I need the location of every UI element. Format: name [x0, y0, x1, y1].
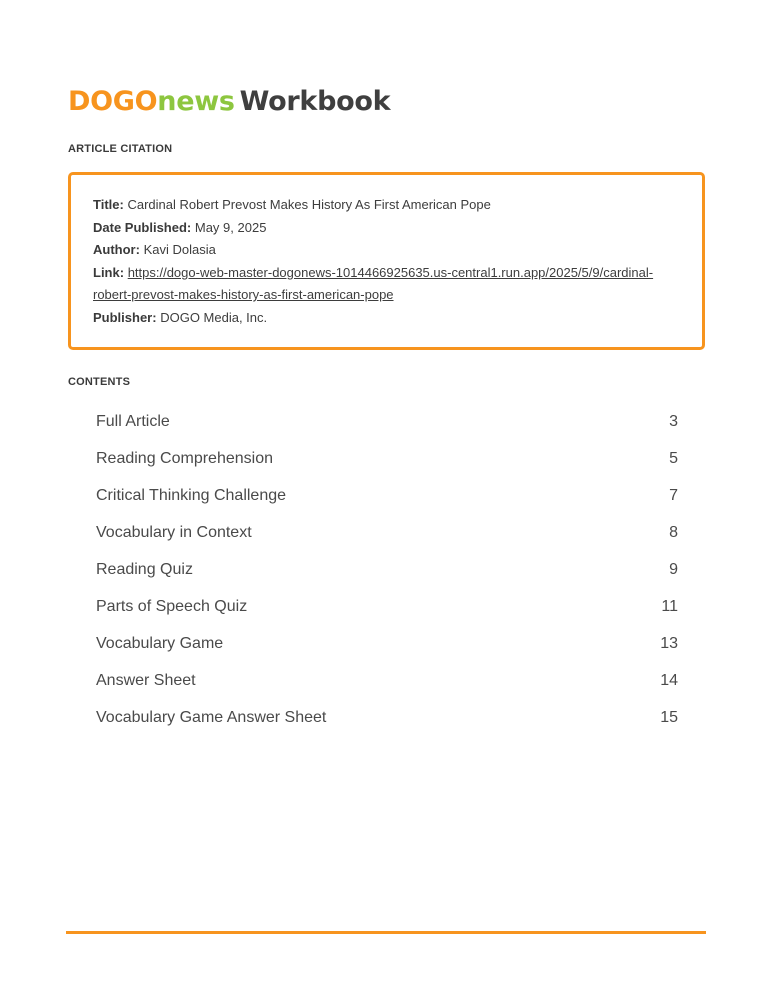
footer-divider — [66, 931, 706, 934]
article-citation-heading: ARTICLE CITATION — [68, 143, 173, 155]
toc-page-number: 11 — [661, 598, 678, 616]
toc-page-number: 8 — [669, 524, 678, 542]
toc-row-answer-sheet — [96, 663, 678, 700]
toc-page-number: 15 — [660, 709, 678, 727]
toc-label: Full Article — [96, 413, 170, 431]
toc-label: Reading Quiz — [96, 561, 193, 579]
toc-label: Answer Sheet — [96, 672, 196, 690]
citation-author-label: Author: — [93, 242, 140, 258]
workbook-title-suffix: Workbook — [239, 86, 391, 117]
toc-page-number: 13 — [660, 635, 678, 653]
toc-page-number: 5 — [669, 450, 678, 468]
toc-label: Vocabulary in Context — [96, 524, 252, 542]
table-of-contents — [96, 404, 678, 737]
toc-page-number: 7 — [669, 487, 678, 505]
citation-publisher-value: DOGO Media, Inc. — [160, 309, 268, 325]
citation-title-label: Title: — [93, 197, 124, 212]
brand-logo-dogo: DOGO — [68, 86, 158, 117]
toc-row-vocabulary-game-answer-sheet — [96, 700, 678, 737]
page-header — [0, 0, 773, 117]
toc-row-vocabulary-game — [96, 626, 678, 663]
toc-label: Critical Thinking Challenge — [96, 487, 287, 505]
toc-row-parts-of-speech-quiz — [96, 589, 678, 626]
page-title — [68, 86, 705, 117]
toc-row-full-article — [96, 404, 678, 441]
toc-row-vocabulary-in-context — [96, 515, 678, 552]
citation-date-label: Date Published: — [93, 219, 192, 235]
article-link[interactable]: https://dogo-web-master-dogonews-1014466925635.us-central1.run.app/2025/5/9/cardinal-robert-prevost-makes-history-as-first-american-pope — [93, 264, 654, 303]
citation-link-label: Link: — [93, 264, 125, 280]
toc-row-reading-comprehension — [96, 441, 678, 478]
toc-page-number: 3 — [669, 413, 678, 431]
citation-title-row — [93, 194, 680, 217]
citation-author-value: Kavi Dolasia — [143, 242, 216, 258]
citation-author-row — [93, 239, 680, 262]
citation-publisher-label: Publisher: — [93, 309, 157, 325]
toc-page-number: 9 — [669, 561, 678, 579]
toc-row-critical-thinking-challenge — [96, 478, 678, 515]
brand-logo-news: news — [157, 86, 235, 117]
toc-label: Parts of Speech Quiz — [96, 598, 248, 616]
toc-label: Reading Comprehension — [96, 450, 273, 468]
citation-link-row — [93, 262, 680, 307]
toc-label: Vocabulary Game — [96, 635, 224, 653]
citation-publisher-row — [93, 307, 680, 330]
toc-row-reading-quiz — [96, 552, 678, 589]
citation-date-value: May 9, 2025 — [194, 219, 267, 235]
citation-title-value: Cardinal Robert Prevost Makes History As First American Pope — [127, 197, 491, 212]
contents-heading: CONTENTS — [68, 375, 131, 388]
toc-label: Vocabulary Game Answer Sheet — [96, 709, 327, 727]
toc-page-number: 14 — [660, 672, 678, 690]
citation-box — [68, 172, 705, 350]
citation-date-row — [93, 217, 680, 240]
